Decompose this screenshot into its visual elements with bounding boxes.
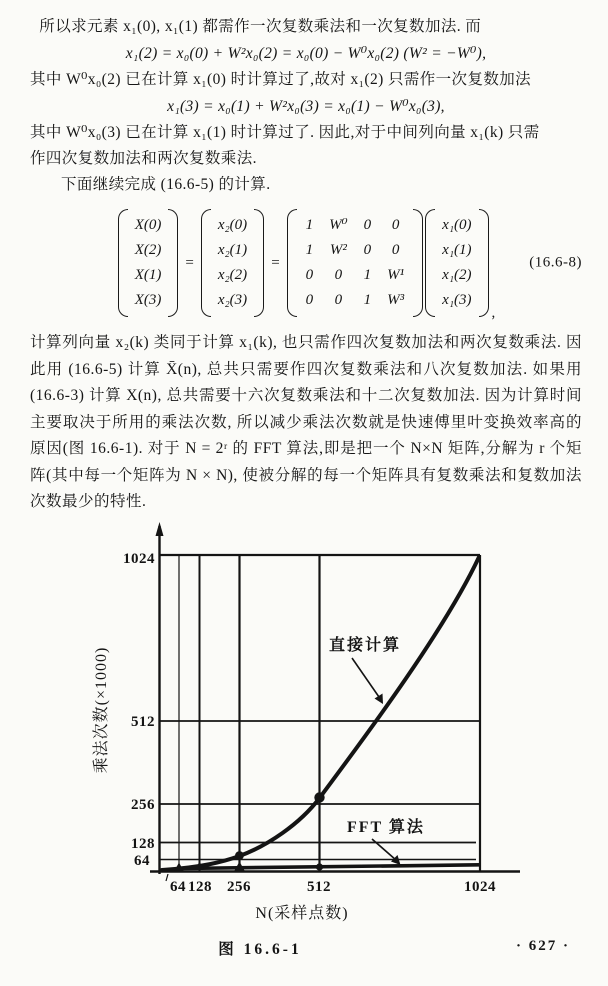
x-axis-label: N(采样点数)	[255, 904, 349, 922]
xtick-128: 128	[188, 878, 212, 895]
vector-cell: x₂(3)	[217, 292, 248, 308]
xtick-1024: 1024	[464, 878, 496, 895]
matrix-cell: 0	[391, 242, 400, 258]
vector-cell: X(2)	[134, 242, 162, 258]
vector-cell: x₁(1)	[442, 242, 472, 258]
equation-comma: ,	[491, 305, 496, 321]
ytick-1024: 1024	[123, 550, 155, 567]
y-axis-label: 乘法次数(×1000)	[93, 646, 110, 773]
matrix-cell: 1	[363, 267, 372, 283]
annotation-direct-arrow	[352, 658, 379, 697]
w-matrix	[287, 209, 424, 317]
matrix-cell: W²	[329, 242, 347, 258]
right-paren	[479, 209, 489, 317]
page-number: · 627 ·	[515, 938, 570, 954]
ytick-256: 256	[131, 796, 155, 813]
vector-X	[118, 209, 179, 317]
marker-fft-512	[316, 863, 323, 870]
equals-sign: =	[185, 254, 194, 271]
matrix-cell: 1	[363, 292, 372, 308]
matrix-cell: 0	[391, 217, 400, 233]
vector-cell: x₁(2)	[442, 267, 472, 283]
matrix-cell: 0	[334, 267, 343, 283]
paragraph-3b: 作四次复数加法和两次复数乘法.	[30, 150, 257, 167]
equation-number: (16.6-8)	[529, 254, 582, 271]
vector-cell: x₁(0)	[442, 217, 472, 233]
matrix-cell: 1	[305, 242, 314, 258]
matrix-cell: W⁰	[329, 217, 348, 233]
matrix-cell: W³	[387, 292, 405, 308]
matrix-cell: W¹	[387, 267, 405, 283]
vector-cell: X(1)	[134, 267, 162, 283]
series-fft-line	[181, 864, 479, 868]
ytick-64: 64	[134, 852, 150, 869]
matrix-cell: 0	[305, 292, 314, 308]
left-paren	[425, 209, 435, 317]
right-paren	[413, 209, 423, 317]
vector-cell: x₂(0)	[217, 217, 248, 233]
vector-cell: X(3)	[134, 292, 162, 308]
matrix-cell: 0	[305, 267, 314, 283]
figure-16-6-1	[30, 518, 582, 978]
right-paren	[168, 209, 178, 317]
paragraph-1: 所以求元素 x₁(0), x₁(1) 都需作一次复数乘法和一次复数加法. 而	[39, 18, 482, 35]
ytick-512: 512	[131, 713, 155, 730]
xtick-256: 256	[227, 878, 251, 895]
vector-cell: x₁(3)	[442, 292, 472, 308]
left-paren	[287, 209, 297, 317]
paragraph-5: 计算列向量 x₂(k) 类同于计算 x₁(k), 也只需作四次复数加法和两次复数乘法. 因此用 (16.6-5) 计算 X̄(n), 总共只需要作四次复数乘法和八次复数加法. 如果用 (16.6-3) 计算 X(n), 总共需要十六次复数乘法和十二次复数加法. 因为计算时间主要取决于所用的乘法次数, 所以减少乘法次数就是快速傅里叶变换效率高的原因(图 16.6-1). 对于 N = 2ʳ 的 FFT 算法,即是把一个 N×N 矩阵,分解为 r 个矩阵(其中每一个矩阵为 N × N), 使被分解的每一个矩阵具有复数乘法和复数加法次数最少的特性.	[30, 334, 582, 510]
ytick-128: 128	[131, 835, 155, 852]
xtick-64: 64	[170, 878, 186, 895]
paragraph-3a: 其中 W⁰x₀(3) 已在计算 x₁(1) 时计算过了. 因此,对于中间列向量 x₁(k) 只需	[30, 124, 540, 141]
xtick-512: 512	[307, 878, 331, 895]
matrix-cell: 0	[363, 242, 372, 258]
marker-direct-512	[314, 792, 324, 802]
equation-x1-3: x₁(3) = x₀(1) + W²x₀(3) = x₀(1) − W⁰x₀(3),	[167, 98, 445, 115]
annotation-fft-label: FFT 算法	[347, 818, 425, 836]
left-paren	[201, 209, 211, 317]
left-paren	[118, 209, 128, 317]
matrix-equation-16-6-8	[30, 204, 582, 322]
vector-x1	[425, 209, 488, 317]
vector-cell: x₂(2)	[217, 267, 248, 283]
figure-caption: 图 16.6-1	[218, 940, 302, 958]
matrix-cell: 0	[334, 292, 343, 308]
annotation-direct-arrowhead	[375, 693, 384, 704]
vector-x2	[201, 209, 264, 317]
matrix-cell: 0	[363, 217, 372, 233]
y-axis-arrow	[156, 522, 164, 536]
paragraph-4: 下面继续完成 (16.6-5) 的计算.	[61, 176, 271, 193]
paragraph-2: 其中 W⁰x₀(2) 已在计算 x₁(0) 时计算过了,故对 x₁(2) 只需作一次复数加法	[30, 71, 532, 88]
equation-x1-2: x₁(2) = x₀(0) + W²x₀(2) = x₀(0) − W⁰x₀(2) (W² = −W⁰),	[125, 45, 487, 62]
right-paren	[254, 209, 264, 317]
matrix-cell: 1	[305, 217, 314, 233]
equals-sign: =	[271, 254, 280, 271]
vector-cell: X(0)	[134, 217, 162, 233]
multiplications-chart	[30, 518, 582, 973]
vector-cell: x₂(1)	[217, 242, 248, 258]
origin-tick	[166, 874, 168, 881]
annotation-direct-label: 直接计算	[329, 636, 402, 654]
marker-direct-256	[235, 851, 244, 860]
